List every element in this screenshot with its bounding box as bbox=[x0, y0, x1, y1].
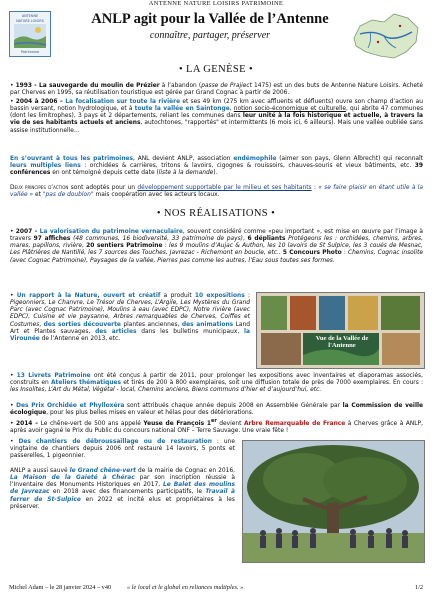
page-number: 1/2 bbox=[414, 584, 423, 591]
footer-author-date: Michel Adam – le 28 janvier 2024 – v40 bbox=[9, 584, 112, 591]
poster-collage-graphic bbox=[257, 293, 424, 368]
oak-tree-photo bbox=[242, 440, 425, 563]
anlp-logo bbox=[9, 11, 51, 57]
classements-paragraph: ANLP a aussi sauvé le Grand chêne-vert de la mairie de Cognac en 2016, La Maison de la Gaieté à Chérac par son inscription réussie à l’Inventaire des Monuments Historiques en 2017, Le Balet des moulins de Javrezac en 2018 avec des financements participatifs, le Travail à ferrer de St-Sulpice en 2022 et incité elus et propriétaires à les préserver. bbox=[10, 468, 236, 510]
oak-tree-graphic bbox=[243, 441, 424, 562]
logo-text-bottom: Patrimoine bbox=[20, 50, 40, 54]
realisations-2007-paragraph: • 2007 - La valorisation du patrimoine vernaculaire, souvent considéré comme «peu important », est mise en œuvre par l’image à travers 97 affiches (48 communes, 16 biodiversité, 33 patrimoine de pays), 6 dépliants Protégeons les : orchidées, chemins, arbres, mares, papillons, rivière, 20 sentiers Patrimoine : les 9 moulins d’Aujac & Authon, les 10 lavoirs de St Sulpice, les 3 coués de Mesnac, Les Plâtrières de Nantillé, les 7 sources des Touches, Javrezac - Richemont en boucle, etc.. 5 Concours Photo : Chemins, Cognac insolite (avec Cognac Patrimoine), Paysages de la vallée, Pierres pas comme les autres, l’Eau sous toutes ses formes. bbox=[10, 229, 423, 264]
exhibition-posters-photo bbox=[256, 292, 425, 369]
page-subtitle: connaître, partager, préserver bbox=[149, 30, 271, 41]
livrets-patrimoine-paragraph: • 13 Livrets Patrimoine ont été conçus à partir de 2011, pour prolonger les expositions avec inventaires et diaporamas associés, construits en Ateliers thématiques et tirés de 200 à 800 exemplaires, soit une diffusion totale de près de 7000 exemplaires. En cours : les Insolites, L’Art du Métal, Végétal - local, Chemins anciens, Biens communs d’hier et d’aujourd’hui, etc. bbox=[10, 373, 424, 394]
section-heading-genese: • LA GENÈSE • bbox=[178, 64, 254, 75]
chantiers-paragraph: • Des chantiers de débroussaillage ou de restauration : une vingtaine de chantiers depuis 2006 ont restauré 14 lavoirs, 5 ponts et passerelles, 1 pigeonnier. bbox=[10, 439, 235, 460]
prix-orchidee-paragraph: • Des Prix Orchidée et Phylloxéra sont attribués chaque année depuis 2008 en Assemblée Générale par la Commission de veille écologique, pour les plus belles mises en valeur et hélas pour des détériorations. bbox=[10, 403, 423, 417]
page-title: ANLP agit pour la Vallée de l’Antenne bbox=[91, 11, 329, 27]
logo-landscape-icon bbox=[10, 24, 50, 50]
section-heading-realisations: • NOS RÉALISATIONS • bbox=[156, 208, 276, 219]
genese-patrimoines-paragraph: En s’ouvrant à tous les patrimoines, ANL devient ANLP, association endémophile (aimer son pays, Glenn Albrecht) qui reconnaît leurs multiples liens : orchidées & carrières, tritons & lavoirs, cigognes & rouissoirs, chauves-souris et vieux bâtiments, etc. 39 conférences en ont témoigné depuis cette date (liste à la demande). bbox=[10, 156, 423, 177]
genese-1993-paragraph: • 1993 - La sauvegarde du moulin de Prézier à l’abandon (passe de Prajiect 1475) est un des buts de Antenne Nature Loisirs. Acheté par Cherves en 1995, sa réutilisation touristique est gérée par Grand Cognac à partir de 2006. bbox=[10, 83, 423, 97]
antenne-valley-map bbox=[350, 8, 422, 64]
rapport-nature-paragraph: • Un rapport à la Nature, ouvert et créatif a produit 10 expositions : Pigeonniers, Le Chanvre, Le Trésor de Cherves, L’Argile, Les Mystères du Grand Parc (avec Cognac Patrimoine), Moulins à eau (avec EDPC), Notre rivière (avec EDPC), Cuisine et vie paysanne, Arbres remarquables de Cherves, Coiffes et Costumes, des sorties découverte plantes anciennes, des animations Land Art et Plantes sauvages, des articles dans les bulletins municipaux, la Virounée de l’Antenne en 2013, etc. bbox=[10, 293, 251, 342]
genese-principes-paragraph: Deux principes d’action sont adoptés pour un développement supportable par le milieu et ses habitants : « se faire plaisir en étant utile à la vallée » et "pas de doublon" mais coopération avec les acteurs locaux. bbox=[10, 185, 423, 199]
organisation-header-line: ANTENNE NATURE LOISIRS PATRIMOINE bbox=[148, 0, 284, 7]
logo-text-top: ANTENNE bbox=[21, 14, 39, 18]
chene-vert-paragraph: • 2014 – Le chêne-vert de 500 ans appelé Yeuse de François 1er devient Arbre Remarquable de France à Cherves grâce à ANLP, après avoir gagné le Prix du Public du concours national ONF – Terre Sauvage. Une vraie fête ! bbox=[10, 418, 423, 435]
page-footer bbox=[9, 584, 423, 591]
poster-caption: Vue de la Vallée de l'Antenne bbox=[315, 335, 369, 349]
logo-text-mid: NATURE LOISIRS bbox=[16, 19, 44, 23]
genese-2004-paragraph: • 2004 à 2006 – La focalisation sur toute la rivière et ses 49 km (275 km avec affluents et défluents) ouvre son champ d’action au bassin versant, notion hydrologique, et à toute la vallée en Saintonge, notion socio-économique et culturelle, qui abrite 47 communes (dont les limitrophes), 3 pays et 2 départements, reliant les communes dans leur unité à la fois historique et actuelle, à travers la vie de ses habitants actuels et anciens, autochtones, "rapportés" et intermittents (6 mois ici, 6 ailleurs). Mais une vallée oubliée sans assise institutionnelle… bbox=[10, 99, 424, 134]
footer-motto: « le local et le global en reliances multiples. » bbox=[127, 584, 244, 591]
